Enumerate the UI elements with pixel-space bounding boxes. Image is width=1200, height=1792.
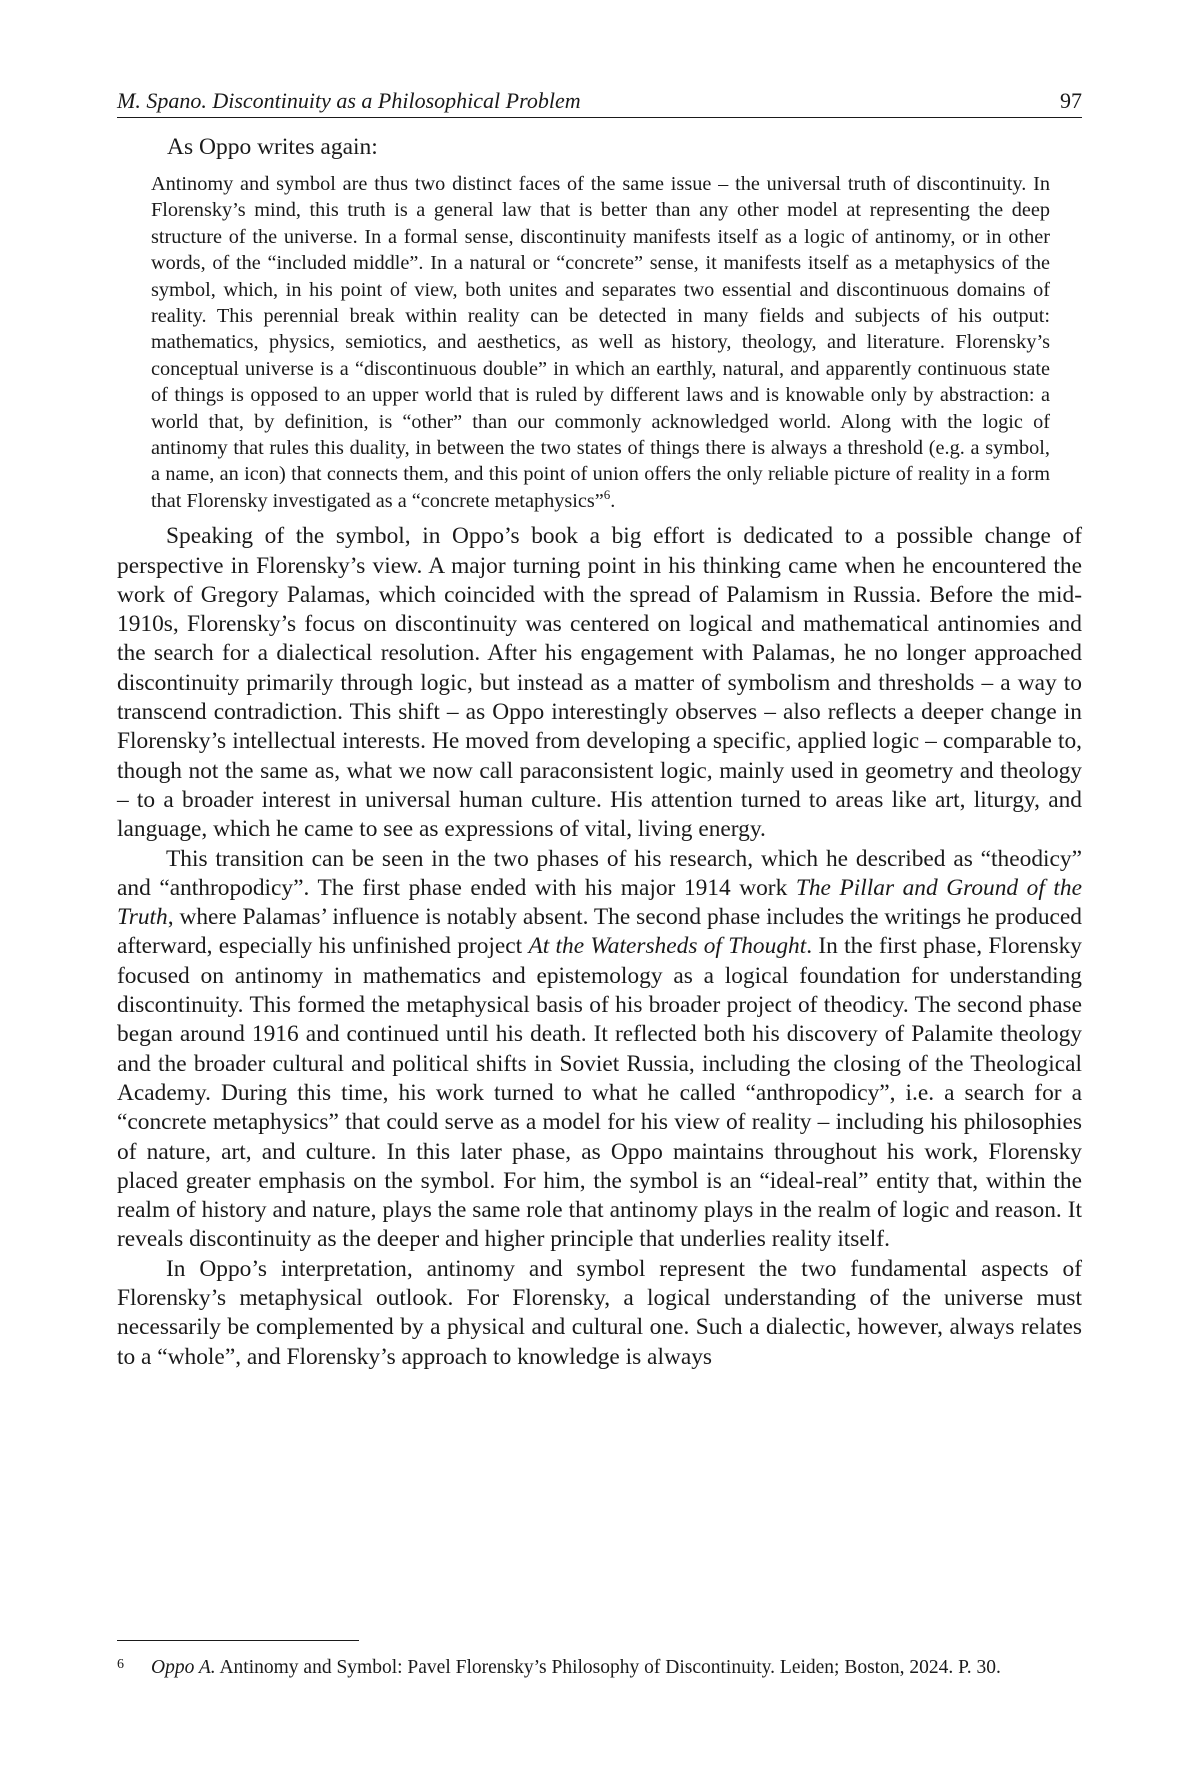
footnote-author: Oppo A. (151, 1657, 216, 1678)
page-number: 97 (1060, 88, 1082, 113)
paragraph-3: In Oppo’s interpretation, antinomy and symbol represent the two fundamental aspects of Florensky’s metaphysical outlook. For Florensky, a logical understanding of the universe must necessarily be complemented by a physical and cultural one. Such a dialectic, however, always relates to a “whole”, and Florensky’s approach to knowledge is always (117, 1255, 1082, 1370)
footnote (117, 1656, 1082, 1680)
paragraph-2-part-c: . In the first phase, Florensky focused on antinomy in mathematics and epistemology as a logical foundation for understanding discontinuity. This formed the metaphysical basis of his broader project of theodicy. The second phase began around 1916 and continued until his death. It reflected both his discovery of Palamite theology and the broader cultural and political shifts in Soviet Russia, including the closing of the Theological Academy. During this time, his work turned to what he called “anthropodicy”, i.e. a search for a “concrete metaphysics” that could serve as a model for his view of reality – including his philosophies of nature, art, and culture. In this later phase, as Oppo maintains throughout his work, Florensky placed greater emphasis on the symbol. For him, the symbol is an “ideal-real” entity that, within the realm of history and nature, plays the same role that antinomy plays in the realm of logic and reason. It reveals discontinuity as the deeper and higher principle that underlies reality itself. (117, 933, 1082, 1253)
paragraph-2-part-a: This transition can be seen in the two phases of his research, which he described as “theodicy” and “anthropodicy”. The first phase ended with his major 1914 work (117, 845, 1082, 901)
body-text (117, 522, 1082, 1372)
paragraph-1: Speaking of the symbol, in Oppo’s book a big effort is dedicated to a possible change of perspective in Florensky’s view. A major turning point in his thinking came when he encountered the work of Gregory Palamas, which coincided with the spread of Palamism in Russia. Before the mid-1910s, Florensky’s focus on discontinuity was centered on logical and mathematical antinomies and the search for a dialectical resolution. After his engagement with Palamas, he no longer approached discontinuity primarily through logic, but instead as a matter of symbolism and thresholds – a way to transcend contradiction. This shift – as Oppo interestingly observes – also reflects a deeper change in Florensky’s intellectual interests. He moved from developing a specific, applied logic – comparable to, though not the same as, what we now call paraconsistent logic, mainly used in geometry and theology – to a broader interest in universal human culture. His attention turned to areas like art, liturgy, and language, which he came to see as expressions of vital, living energy. (117, 523, 1082, 843)
block-quote (151, 171, 1050, 514)
paragraph-2 (117, 845, 1082, 1255)
quote-text: Antinomy and symbol are thus two distinct faces of the same issue – the universal truth of discontinuity. In Florensky’s mind, this truth is a general law that is better than any other model at representing the deep structure of the universe. In a formal sense, discontinuity manifests itself as a logic of antinomy, or in other words, of the “included middle”. In a natural or “concrete” sense, it manifests itself as a metaphysics of the symbol, which, in his point of view, both unites and separates two essential and discontinuous domains of reality. This perennial break within reality can be detected in many fields and subjects of his output: mathematics, physics, semiotics, and aesthetics, as well as history, theology, and literature. Florensky’s conceptual universe is a “discontinuous double” in which an earthly, natural, and apparently continuous state of things is opposed to an upper world that is ruled by different laws and is knowable only by abstraction: a world that, by definition, is “other” than our commonly acknowledged world. Along with the logic of antinomy that rules this duality, in between the two states of things there is always a threshold (e.g. a symbol, a name, an icon) that connects them, and this point of union offers the only reliable picture of reality in a form that Florensky investigated as a “concrete metaphysics” (151, 173, 1050, 512)
footnote-ref[interactable]: 6 (603, 487, 611, 503)
footnote-divider (117, 1640, 359, 1641)
running-title: M. Spano. Discontinuity as a Philosophical Problem (117, 88, 581, 113)
book-title-watersheds: At the Watersheds of Thought (528, 933, 807, 960)
book-title-pillar: The Pillar and Ground of the Truth (117, 874, 1082, 931)
quote-end: . (610, 489, 616, 512)
paragraph-2-part-b: , where Palamas’ influence is notably absent. The second phase includes the writings he produced afterward, especially his unfinished project (117, 904, 1082, 960)
page (117, 88, 1082, 1372)
running-header (117, 88, 1082, 118)
quote-intro: As Oppo writes again: (167, 134, 378, 160)
footnote-number: 6 (117, 1657, 124, 1672)
footnote-text: Antinomy and Symbol: Pavel Florensky’s Philosophy of Discontinuity. Leiden; Boston, 2024. P. 30. (215, 1657, 1001, 1678)
